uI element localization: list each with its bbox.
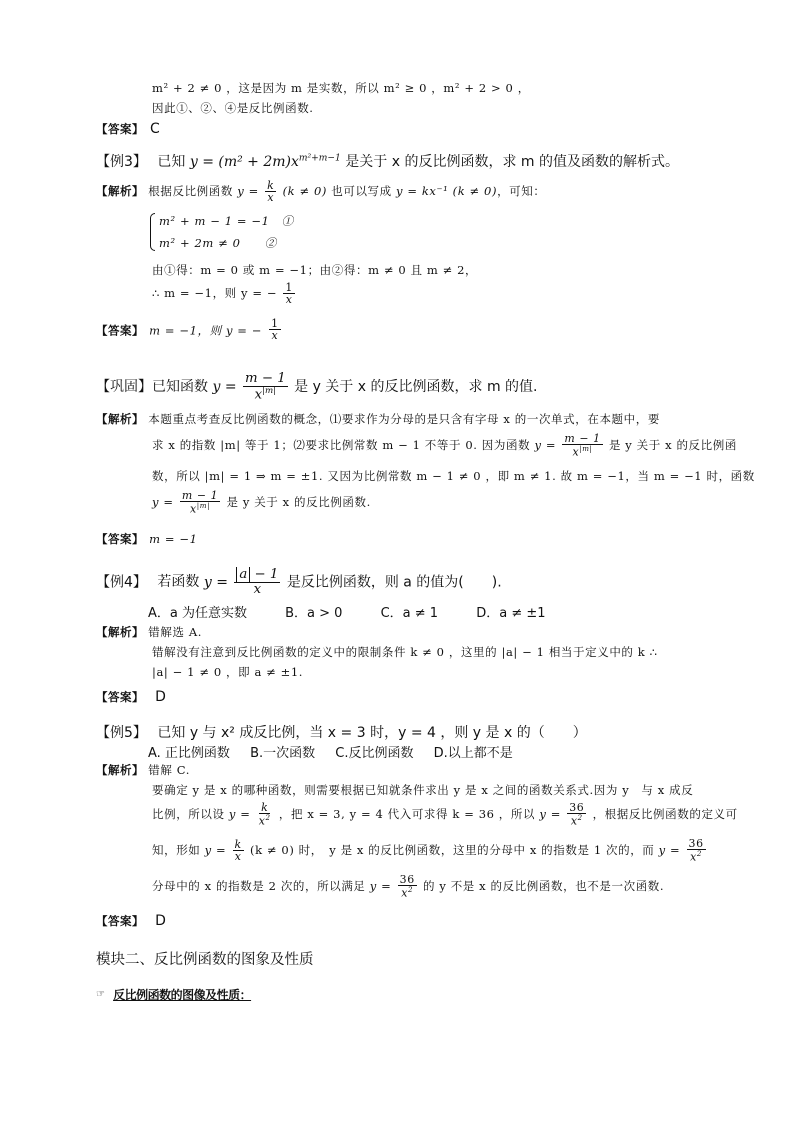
example-3-question: 【例3】 已知 $y = (m^2 + 2m)x^{m^2+m-1}$ 是关于 x 的反比例函数，求 m 的值及函数的解析式。 (96, 153, 679, 170)
consolidation-analysis-line2: 求 x 的指数 |m| 等于 1；⑵要求比例常数 m − 1 不等于 0. 因为函数 y = $\frac{m - 1}{x^{|m|}}$ 是 y 关于 x 的反比例函 (152, 432, 737, 460)
consolidation-question: 【巩固】已知函数 y = $\frac{m - 1}{x^{|m|}}$ 是 y 关于 x 的反比例函数，求 m 的值. (96, 371, 538, 403)
example-5-options: A. 正比例函数 B.一次函数 C.反比例函数 D.以上都不是 (148, 746, 513, 761)
consolidation-analysis-line4: y = $\frac{m - 1}{x^{|m|}}$ 是 y 关于 x 的反比例函数. (152, 489, 371, 517)
example-5-answer: 【答案】 D (96, 913, 166, 929)
prev-solution-line2: 因此①、②、④是反比例函数. (152, 101, 314, 115)
example-4-analysis-line2: 错解没有注意到反比例函数的定义中的限制条件 k ≠ 0 ，这里的 |a| − 1 相当于定义中的 k ∴ (152, 645, 658, 659)
example-4-analysis-line3: |a| − 1 ≠ 0 ，即 a ≠ ±1. (152, 665, 304, 679)
example-3-analysis: 【解析】 根据反比例函数 y = $\frac{k}{x}$ (k ≠ 0) 也可以写成 y = kx⁻¹ (k ≠ 0)，可知： (96, 179, 546, 205)
example-4-answer: 【答案】 D (96, 689, 166, 705)
example-5-analysis: 【解析】 错解 C. (96, 763, 190, 777)
example-5-question: 【例5】 已知 y 与 x² 成反比例，当 x = 3 时，y = 4 ，则 y 是 x 的（ ） (96, 725, 587, 741)
consolidation-answer: 【答案】 m = −1 (96, 532, 198, 546)
example-3-conclusion: ∴ m = −1，则 y = − $\frac{1}{x}$ (152, 281, 293, 307)
example-4-options: A．a 为任意实数 B．a > 0 C．a ≠ 1 D．a ≠ ±1 (148, 606, 546, 621)
consolidation-analysis-line1: 【解析】 本题重点考查反比例函数的概念，⑴要求作为分母的是只含有字母 x 的一次单式，在本题中，要 (96, 412, 660, 426)
prev-solution-line1: m² + 2 ≠ 0 ，这是因为 m 是实数，所以 m² ≥ 0 ，m² + 2 > 0 ， (152, 81, 530, 95)
prev-answer: 【答案】 C (96, 121, 160, 137)
pointing-hand-icon: ☞ (96, 989, 105, 1000)
module-heading: 模块二、反比例函数的图象及性质 (96, 952, 314, 968)
example-3-system: m² + m − 1 = −1 ① m² + 2m ≠ 0 ② (150, 213, 294, 254)
example-5-analysis-line4: 知，形如 y = $\frac{k}{x}$ (k ≠ 0) 时， y 是 x 的反比例函数，这里的分母中 x 的指数是 1 次的，而 y = $\frac{36}{x^2}$ (152, 837, 704, 865)
example-4-question: 【例4】 若函数 y = $\frac{a - 1}{x}$ 是反比例函数，则 a 的值为( ). (96, 567, 502, 597)
consolidation-analysis-line3: 数，所以 |m| = 1 ⇒ m = ±1. 又因为比例常数 m − 1 ≠ 0 ，即 m ≠ 1. 故 m = −1，当 m = −1 时，函数 (152, 469, 755, 483)
example-5-analysis-line5: 分母中的 x 的指数是 2 次的，所以满足 y = $\frac{36}{x^2}$ 的 y 不是 x 的反比例函数，也不是一次函数. (152, 873, 665, 901)
example-5-analysis-line2: 要确定 y 是 x 的哪种函数，则需要根据已知就条件求出 y 是 x 之间的函数关系式.因为 y 与 x 成反 (152, 783, 694, 797)
module-subheading: ☞ 反比例函数的图像及性质： (96, 988, 252, 1002)
example-5-analysis-line3: 比例，所以设 y = $\frac{k}{x^2}$ ，把 x = 3, y = 4 代入可求得 k = 36 ，所以 y = $\frac{36}{x^2}$ ，根据反比例函数的定义可 (152, 801, 738, 829)
example-3-solve: 由①得：m = 0 或 m = −1；由②得：m ≠ 0 且 m ≠ 2， (152, 263, 478, 277)
example-4-analysis: 【解析】 错解选 A. (96, 625, 202, 639)
example-3-answer: 【答案】 m = −1，则 y = − $\frac{1}{x}$ (96, 317, 279, 343)
